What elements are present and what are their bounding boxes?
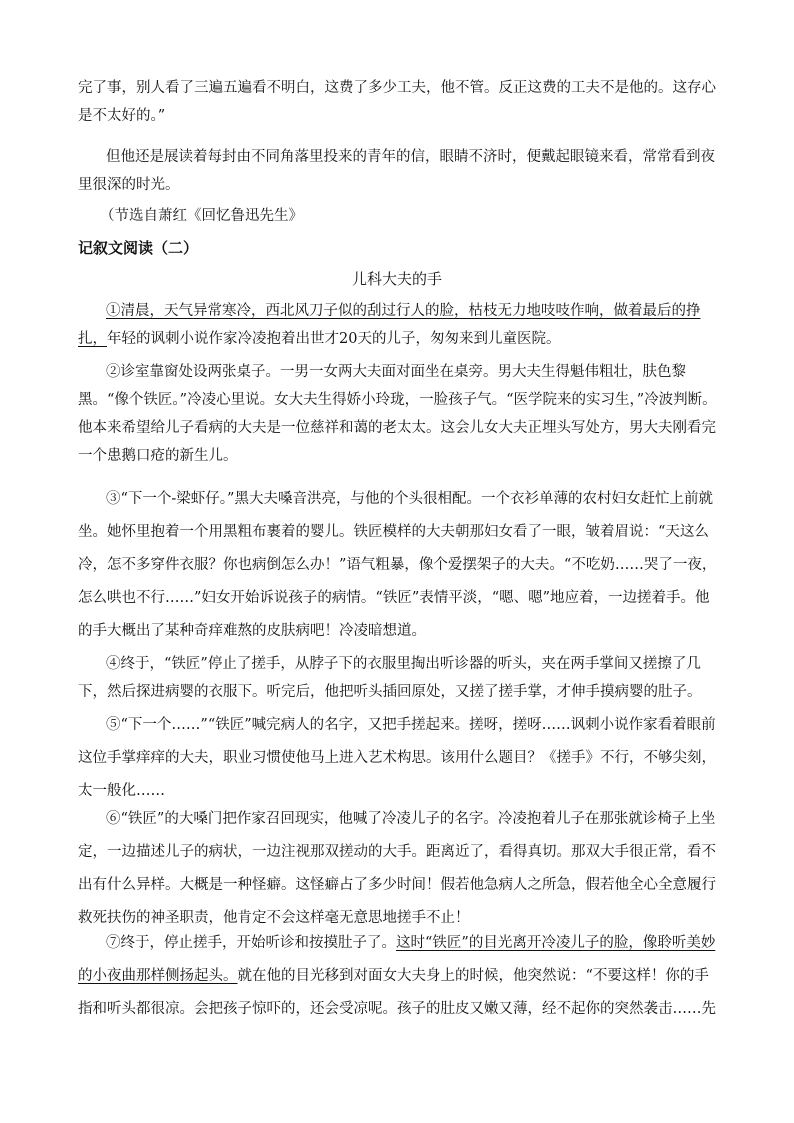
intro-line-1: 完了事，别人看了三遍五遍看不明白，这费了多少工夫，他不管。反正这费的工夫不是他的。这存心 (78, 80, 716, 96)
paragraph-5: ⑤“下一个……”“铁匠”喊完病人的名字，又把手搓起来。搓呀，搓呀……讽刺小说作家看着眼前这位手掌痒痒的大夫，职业习惯使他马上进入艺术构思。该用什么题目？《搓手》不行，不够尖刻，太一般化…… (78, 717, 716, 799)
paragraph-6: ⑥“铁匠”的大嗓门把作家召回现实，他喊了冷凌儿子的名字。冷凌抱着儿子在那张就诊椅子上坐定，一边描述儿子的病状，一边注视那双搓动的大手。距离近了，看得真切。那双大手很正常，看不出有什么异样。大概是一种怪癖。这怪癖占了多少时间！假若他急病人之所急，假若他全心全意履行救死扶伤的神圣职责，他肯定不会这样毫无意思地搓手不止！ (78, 811, 716, 926)
paragraph-1-rest: 年轻的讽刺小说作家冷凌抱着出世才20天的儿子，匆匆来到儿童医院。 (107, 331, 561, 347)
paragraph-4: ④终于，“铁匠”停止了搓手，从脖子下的衣服里掏出听诊器的听头，夹在两手掌间又搓擦了几下，然后探进病婴的衣服下。听完后，他把听头插回原处，又搓了搓手掌，才伸手摸病婴的肚子。 (78, 656, 702, 700)
paragraph-2: ②诊室靠窗处设两张桌子。一男一女两大夫面对面坐在桌旁。男大夫生得魁伟粗壮，肤色黎黑。“像个铁匠。”冷凌心里说。女大夫生得娇小玲珑，一脸孩子气。“医学院来的实习生，”冷波判断。他本来希望给儿子看病的大夫是一位慈祥和蔼的老太太。这会儿女大夫正埋头写处方，男大夫刚看完一个患鹅口疮的新生儿。 (78, 364, 717, 464)
intro-paragraph-2: 但他还是展读着每封由不同角落里投来的青年的信，眼睛不济时，便戴起眼镜来看，常常看到夜里很深的时光。 (78, 149, 715, 193)
source-citation: （节选自萧红《回忆鲁迅先生》 (100, 208, 303, 224)
underlined-sentence-1: ①清晨，天气异常寒冷，西北风刀子似的刮过行人的脸，枯枝无力地吱吱作响，做着最后的挣扎， (78, 303, 701, 347)
article-title: 儿科大夫的手 (351, 270, 442, 288)
intro-paragraph-1 (78, 74, 718, 130)
paragraph-7 (78, 927, 718, 1026)
paragraph-3: ③“下一个-梁虾仔。”黑大夫嗓音洪亮，与他的个头很相配。一个衣衫单薄的农村妇女赶忙上前就坐。她怀里抱着一个用黑粗布裹着的婴儿。铁匠模样的大夫朝那妇女看了一眼，皱着眉说：“天这么冷，怎不多穿件衣服？你也病倒怎么办！”语气粗暴，像个爱摆架子的大夫。“不吃奶……哭了一夜，怎么哄也不行……”妇女开始诉说孩子的病情。“铁匠”表情平淡，“嗯、嗯”地应着，一边搓着手。他的手大概出了某种奇痒难熬的皮肤病吧！冷凌暗想道。 (78, 491, 717, 639)
intro-line-2: 是不太好的。” (78, 108, 166, 124)
underlined-sentence-2: 这时“铁匠”的目光离开冷凌儿子的脸，像聆听美妙的小夜曲那样侧扬起头。 (78, 935, 716, 984)
paragraph-7-start: ⑦终于，停止搓手，开始听诊和按摸肚子了。 (106, 935, 396, 951)
paragraph-1 (78, 297, 718, 353)
section-heading: 记叙文阅读（二） (78, 239, 199, 257)
paragraph-7-rest: 就在他的目光移到对面女大夫身上的时候，他突然说：“不要这样！你的手指和听头都很凉。会把孩子惊吓的，还会受凉呢。孩子的肚皮又嫩又薄，经不起你的突然袭击……先 (78, 968, 716, 1017)
